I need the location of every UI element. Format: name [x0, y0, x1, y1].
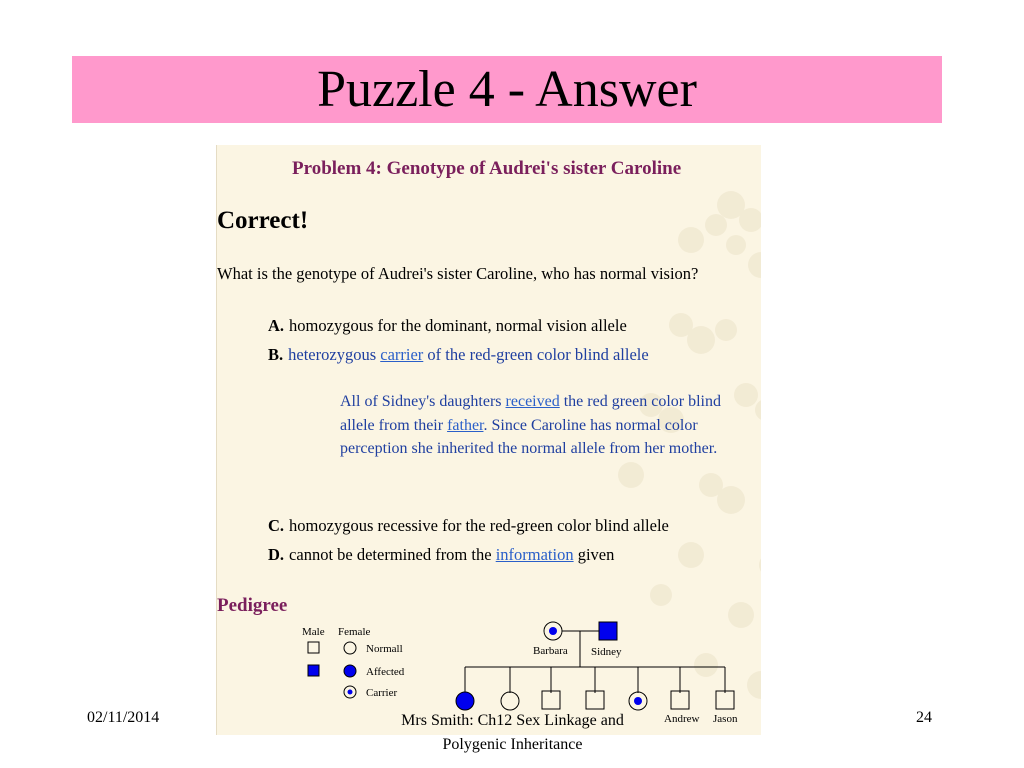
- footer-center-line2: Polygenic Inheritance: [442, 736, 583, 753]
- question-text: What is the genotype of Audrei's sister Caroline, who has normal vision?: [217, 264, 699, 283]
- result-heading: Correct!: [217, 207, 309, 234]
- carrier-link[interactable]: carrier: [380, 345, 424, 364]
- option-letter: D.: [268, 545, 285, 564]
- female-affected-symbol: [344, 665, 356, 677]
- slide-title-bar: [72, 56, 942, 123]
- footer-center: [340, 709, 685, 757]
- option-letter: A.: [268, 316, 285, 335]
- sidney-label: Sidney: [591, 646, 622, 658]
- pedigree-heading: Pedigree: [217, 595, 288, 616]
- option-letter: C.: [268, 516, 285, 535]
- option-text: heterozygous: [288, 345, 381, 364]
- footer-center-line1: Mrs Smith: Ch12 Sex Linkage and: [401, 712, 624, 729]
- andrew-label: Andrew: [664, 713, 700, 725]
- received-link[interactable]: received: [505, 393, 560, 410]
- page-number: 24: [916, 709, 932, 726]
- jason-symbol: [716, 691, 734, 709]
- problem-heading: Problem 4: Genotype of Audrei's sister Caroline: [292, 158, 682, 179]
- option-d[interactable]: [268, 545, 614, 565]
- footer-date: 02/11/2014: [87, 709, 160, 726]
- andrew-symbol: [671, 691, 689, 709]
- option-letter: B.: [268, 345, 284, 364]
- father-link[interactable]: father: [447, 416, 484, 434]
- option-b-selected[interactable]: [268, 345, 649, 365]
- explanation-text: All of Sidney's daughters received the red green color blind allele from their father. Since Caroline has normal color perception she inherited the normal allele from her mother.: [340, 393, 721, 457]
- sidney-affected-symbol: [599, 622, 617, 640]
- child-normal-male-symbol: [586, 691, 604, 709]
- legend-affected-label: Affected: [366, 666, 405, 678]
- legend-male-label: Male: [302, 626, 325, 638]
- embedded-screenshot: [216, 145, 761, 735]
- slide-title: Puzzle 4 - Answer: [317, 61, 697, 118]
- information-link[interactable]: information: [495, 545, 574, 564]
- barbara-label: Barbara: [533, 645, 568, 657]
- legend-carrier-label: Carrier: [366, 687, 398, 699]
- option-text: cannot be determined from the: [289, 545, 496, 564]
- male-affected-symbol: [308, 665, 319, 676]
- option-text: given: [573, 545, 615, 564]
- female-normal-symbol: [344, 642, 356, 654]
- option-text: of the red-green color blind allele: [423, 345, 649, 364]
- option-text: homozygous recessive for the red-green color blind allele: [289, 516, 669, 535]
- child-normal-male-symbol: [542, 691, 560, 709]
- legend-female-label: Female: [338, 626, 371, 638]
- child-affected-female-symbol: [456, 692, 474, 710]
- option-c[interactable]: [268, 516, 669, 536]
- legend-normal-label: Normall: [366, 643, 403, 655]
- option-a[interactable]: [268, 316, 627, 336]
- male-normal-symbol: [308, 642, 319, 653]
- option-text: homozygous for the dominant, normal vision allele: [289, 316, 627, 335]
- jason-label: Jason: [713, 713, 738, 725]
- child-normal-female-symbol: [501, 692, 519, 710]
